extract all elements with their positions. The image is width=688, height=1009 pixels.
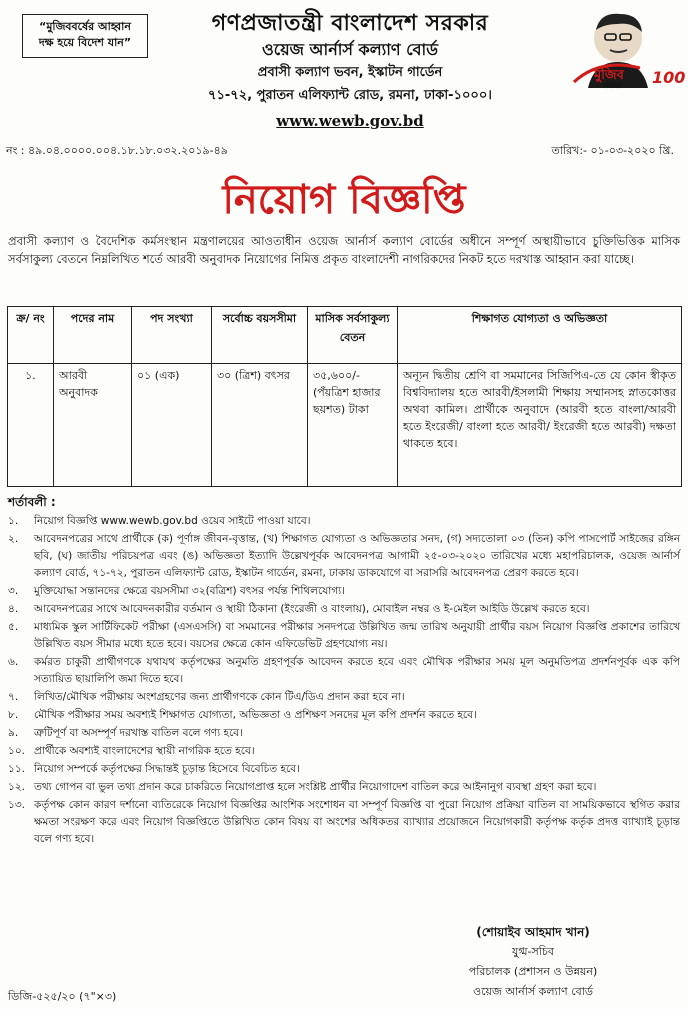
- logo-text-2: শতবর্ষ: [604, 82, 622, 90]
- slogan-line-1: “মুজিববর্ষের আহ্বান: [39, 20, 131, 33]
- condition-text: কর্তৃপক্ষ কোন কারণ দর্শানো ব্যতিরেকে নিয়োগ বিজ্ঞপ্তির আংশিক সংশোধন বা সম্পূর্ণ বিজ্ঞপ্তি বা পুরো নিয়োগ প্রক্রিয়া বাতিল বা সাময়িকভাবে স্থগিত করার ক্ষমতা সংরক্ষণ করে এবং নিয়োগ বিজ্ঞপ্তিতে উল্লিখিত কোন বিষয় বা অংশের অধিকতর ব্যাখ্যার প্রয়োজনে নিয়োগকারী কর্তৃপক্ষ কর্তৃক প্রদত্ত ব্যাখ্যাই চূড়ান্ত বলে গণ্য হবে।: [34, 799, 680, 845]
- footer-code: ডিজি-৫২৫/২০ (৭"×৩): [8, 990, 117, 1003]
- list-item: [8, 583, 680, 600]
- condition-number: ৫.: [8, 621, 19, 633]
- slogan-line-2: দক্ষ হয়ে বিদেশ যান”: [38, 36, 132, 49]
- cell-salary: ৩৫,৬০০/- (পঁয়ত্রিশ হাজার ছয়শত) টাকা: [308, 364, 398, 487]
- condition-number: ১.: [8, 515, 19, 527]
- list-item: [8, 513, 680, 530]
- list-item: [8, 619, 680, 653]
- list-item: [8, 531, 680, 582]
- condition-text: ত্রুটিপূর্ণ বা অসম্পূর্ণ দরখাস্ত বাতিল বলে গণ্য হবে।: [34, 727, 243, 739]
- vacancy-table: [7, 306, 682, 487]
- table-header-row: [8, 307, 682, 364]
- header-qualification: শিক্ষাগত যোগ্যতা ও অভিজ্ঞতা: [398, 307, 682, 364]
- condition-text: মৌখিক পরীক্ষার সময় অবশ্যই শিক্ষাগত যোগ্যতা, অভিজ্ঞতা ও প্রশিক্ষণ সনদের মূল কপি প্রদর্শন করতে হবে।: [34, 709, 477, 721]
- reference-number: নং : ৪৯.০৪.০০০০.০০৪.১৮.১৮.০৩২.২০১৯-৪৯: [6, 144, 228, 157]
- list-item: [8, 689, 680, 706]
- list-item: [8, 743, 680, 760]
- condition-number: ৯.: [8, 727, 19, 739]
- condition-text: নিয়োগ বিজ্ঞপ্তি www.wewb.gov.bd ওয়েব সাইটে পাওয়া যাবে।: [34, 515, 311, 527]
- header-age: সর্বোচ্চ বয়সসীমা: [212, 307, 308, 364]
- list-item: [8, 779, 680, 796]
- mujib-borsho-logo: [570, 8, 686, 90]
- list-item: [8, 761, 680, 778]
- conditions-list: [8, 513, 680, 849]
- website-link[interactable]: www.wewb.gov.bd: [276, 112, 424, 130]
- condition-number: ৭.: [8, 691, 19, 703]
- condition-text: মুক্তিযোদ্ধা সন্তানদের ক্ষেত্রে বয়সসীমা ৩২(বত্রিশ) বৎসর পর্যন্ত শিথিলযোগ্য।: [34, 585, 345, 597]
- signer-name: (শোয়াইব আহমাদ খান): [476, 925, 590, 939]
- notice-headline: নিয়োগ বিজ্ঞপ্তি: [222, 176, 466, 223]
- condition-text: আবেদনপত্রের সাথে আবেদনকারীর বর্তমান ও স্থায়ী ঠিকানা (ইংরেজী ও বাংলায়), মোবাইল নম্বর ও ই-মেইল আইডি উল্লেখ করতে হবে।: [34, 603, 590, 615]
- header-post: পদের নাম: [54, 307, 132, 364]
- notice-date: তারিখ:- ০১-০৩-২০২০ খ্রি.: [551, 144, 674, 157]
- condition-number: ৬.: [8, 656, 19, 668]
- logo-years: 100: [652, 68, 686, 87]
- office-address: ৭১-৭২, পুরাতন এলিফ্যান্ট রোড, রমনা, ঢাকা-১০০০।: [208, 88, 492, 103]
- board-name: ওয়েজ আর্নার্স কল্যাণ বোর্ড: [262, 40, 438, 59]
- header-salary: মাসিক সর্বসাকুল্য বেতন: [308, 307, 398, 364]
- condition-text: মাধ্যমিক স্কুল সার্টিফিকেট পরীক্ষা (এসএসসি) বা সমমানের পরীক্ষার সনদপত্রে উল্লিখিত জন্ম তারিখ অনুযায়ী প্রার্থীর বয়স নিয়োগ বিজ্ঞপ্তি প্রকাশের তারিখে উল্লিখিত বয়স সীমার মধ্যে হতে হবে। বয়সের ক্ষেত্রে কোন এফিডেভিট গ্রহণযোগ্য নয়।: [34, 621, 680, 650]
- condition-number: ৪.: [8, 603, 19, 615]
- signer-title-2: পরিচালক (প্রশাসন ও উন্নয়ন): [468, 965, 598, 978]
- condition-number: ১২.: [8, 781, 25, 793]
- cell-serial: ১.: [8, 364, 54, 487]
- cell-age: ৩০ (ত্রিশ) বৎসর: [212, 364, 308, 487]
- signer-title-1: যুগ্ম-সচিব: [512, 945, 554, 958]
- list-item: [8, 725, 680, 742]
- signer-title-3: ওয়েজ আর্নার্স কল্যাণ বোর্ড: [473, 985, 593, 998]
- list-item: [8, 797, 680, 848]
- government-title: গণপ্রজাতন্ত্রী বাংলাদেশ সরকার: [211, 11, 489, 36]
- slogan-box: [22, 14, 148, 58]
- condition-number: ৮.: [8, 709, 19, 721]
- condition-number: ১১.: [8, 763, 25, 775]
- condition-text: আবেদনপত্রের সাথে প্রার্থীকে (ক) পূর্ণাঙ্গ জীবন-বৃত্তান্ত, (খ) শিক্ষাগত যোগ্যতা ও অভিজ্ঞতার সনদ, (গ) সদ্যতোলা ০৩ (তিন) কপি পাসপোর্ট সাইজের রঙ্গিন ছবি, (ঘ) জাতীয় পরিচয়পত্র এবং (ঙ) অভিজ্ঞতা ইত্যাদি উল্লেখপূর্বক আবেদনপত্র আগামী ২৫-০৩-২০২০ তারিখের মধ্যে মহাপরিচালক, ওয়েজ আর্নার্স কল্যাণ বোর্ড, ৭১-৭২, পুরাতন এলিফ্যান্ট রোড, ইস্কাটন গার্ডেন, রমনা, ঢাকায় ডাকযোগে বা সরাসরি আবেদনপত্র প্রেরণ করতে হবে।: [34, 533, 680, 579]
- table-row: [8, 364, 682, 487]
- condition-text: লিখিত/মৌখিক পরীক্ষায় অংশগ্রহণের জন্য প্রার্থীগণকে কোন টিএ/ডিএ প্রদান করা হবে না।: [34, 691, 405, 703]
- condition-number: ১৩.: [8, 799, 25, 811]
- cell-count: ০১ (এক): [132, 364, 212, 487]
- condition-number: ৩.: [8, 585, 19, 597]
- list-item: [8, 707, 680, 724]
- condition-number: ১০.: [8, 745, 25, 757]
- list-item: [8, 601, 680, 618]
- condition-text: কর্মরত চাকুরী প্রার্থীগণকে যথাযথ কর্তৃপক্ষের অনুমতি গ্রহণপূর্বক আবেদন করতে হবে এবং মৌখিক পরীক্ষার সময় মূল অনুমতিপত্র প্রদর্শনপূর্বক এক কপি সত্যায়িত ছায়ালিপি জমা দিতে হবে।: [34, 656, 680, 685]
- signature-block: [418, 922, 648, 1002]
- condition-text: প্রার্থীকে অবশ্যই বাংলাদেশের স্থায়ী নাগরিক হতে হবে।: [34, 745, 255, 757]
- header-count: পদ সংখ্যা: [132, 307, 212, 364]
- header-serial: ক্র/ নং: [8, 307, 54, 364]
- condition-text: নিয়োগ সম্পর্কে কর্তৃপক্ষের সিদ্ধান্তই চূড়ান্ত হিসেবে বিবেচিত হবে।: [34, 763, 300, 775]
- condition-number: ২.: [8, 533, 19, 545]
- conditions-title: শর্তাবলী :: [8, 495, 56, 509]
- logo-text-1: মুজিব: [594, 68, 624, 83]
- cell-qualification: অন্যূন দ্বিতীয় শ্রেণি বা সমমানের সিজিপিএ-তে যে কোন স্বীকৃত বিশ্ববিদ্যালয় হতে আরবী/ইসলামী শিক্ষায় সম্মানসহ স্নাতকোত্তর অথবা কামিল। প্রার্থীকে অনুবাদে (আরবী হতে বাংলা/আরবী হতে ইংরেজী/ বাংলা হতে আরবী/ ইংরেজী হতে আরবী) দক্ষতা থাকতে হবে।: [398, 364, 682, 487]
- cell-post: আরবী অনুবাদক: [54, 364, 132, 487]
- list-item: [8, 654, 680, 688]
- building-name: প্রবাসী কল্যাণ ভবন, ইস্কাটন গার্ডেন: [257, 65, 443, 80]
- condition-text: তথ্য গোপন বা ভুল তথ্য প্রদান করে চাকরিতে নিয়োগপ্রাপ্ত হলে সংশ্লিষ্ট প্রার্থীর নিয়োগাদেশ বাতিল করে আইনানুগ ব্যবস্থা গ্রহণ করা হবে।: [34, 781, 597, 793]
- intro-paragraph: প্রবাসী কল্যাণ ও বৈদেশিক কর্মসংস্থান মন্ত্রণালয়ের আওতাধীন ওয়েজ আর্নার্স কল্যাণ বোর্ডের অধীনে সম্পূর্ণ অস্থায়ীভাবে চুক্তিভিত্তিক মাসিক সর্বসাকুল্য বেতনে নিম্নলিখিত শর্তে আরবী অনুবাদক নিয়োগের নিমিত্ত প্রকৃত বাংলাদেশী নাগরিকদের নিকট হতে দরখাস্ত আহ্বান করা যাচ্ছে।: [8, 234, 680, 266]
